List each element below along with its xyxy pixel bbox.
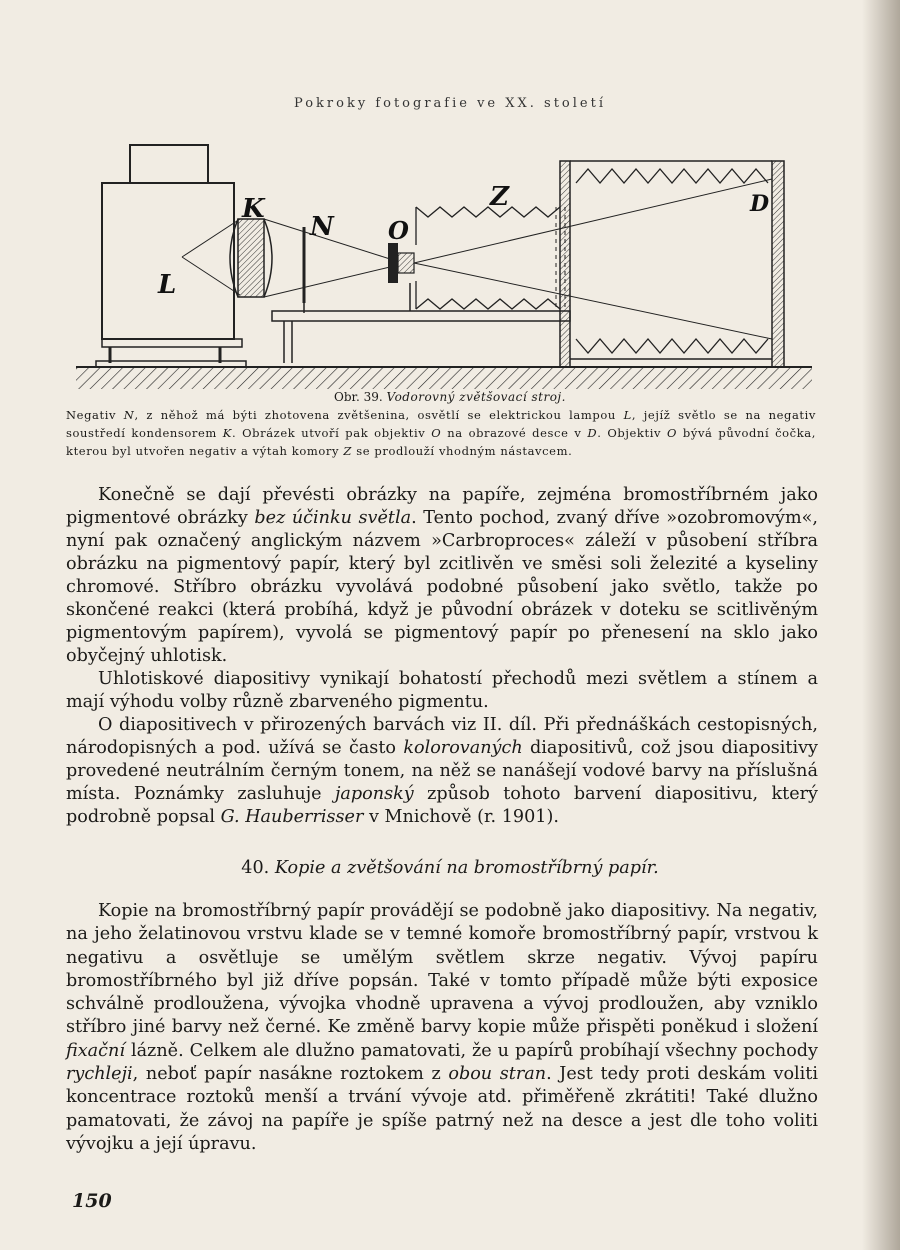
lamp-chimney [130, 145, 208, 183]
lamp-base [102, 339, 242, 347]
condenser-lens [238, 219, 264, 297]
figure-caption-text: Negativ N, z něhož má býti zhotovena zvětšenina, osvětlí se elektrickou lampou L, jejíž světlo se na negativ soustředí kondensorem K. Obrázek utvoří pak objektiv O na obrazové desce v D. Objektiv O bývá původní čočka, kterou byl utvořen negativ a výtah komory Z se prodlouží vhodným nástavcem. [66, 408, 817, 458]
label-Z: Z [490, 182, 509, 212]
objective-lens [398, 253, 414, 273]
figure-caption-title [0, 390, 900, 404]
section-number: 40. [241, 858, 270, 878]
enlarger-diagram [72, 135, 816, 395]
projection-ray [414, 263, 772, 339]
paragraph-carbro: Konečně se dají převésti obrázky na papíře, zejména bromostříbrném jako pigmentové obrázky bez účinku světla. Tento pochod, zvaný dříve »ozobromovým«, nyní pak označený anglickým názvem »Carbroproces« záleží v působení stříbra obrázku na pigmentový papír, který byl zcitlivěn ve směsi soli železité a kyseliny chromové. Stříbro obrázku vyvolává podobné působení jako světlo, takže po skončené reakci (která probíhá, když je původní obrázek v doteku se scitlivěným pigmentovým papírem), vyvolá se pigmentový papír po přenesení na sklo jako obyčejný uhlotisk. [66, 485, 818, 666]
label-N: N [310, 212, 334, 242]
paragraph-colored-slides: O diapositivech v přirozených barvách viz II. díl. Při přednáškách cestopisných, národopisných a pod. užívá se často kolorovaných diapositivů, což jsou diapositivy provedené neutrálním černým tonem, na něž se nanášejí vodové barvy na příslušná místa. Poznámky zasluhuje japonský způsob tohoto barvení diapositivu, který podrobně popsal G. Hauberrisser v Mnichově (r. 1901). [66, 715, 818, 827]
condenser-lens [264, 219, 272, 297]
bellows-extension [416, 299, 560, 309]
figure-number: Obr. 39. [334, 390, 383, 404]
section-title-text: Kopie a zvětšování na bromostříbrný papír. [274, 858, 659, 878]
paragraph-bromide-copies: Kopie na bromostříbrný papír provádějí se podobně jako diapositivy. Na negativ, na jeho želatinovou vrstvu klade se v temné komoře bromostříbrný papír, vrstvou k negativu a osvětluje se umělým světlem skrze negativ. Vývoj papíru bromostříbrného byl již dříve popsán. Také v tomto případě může býti exposice schválně prodloužena, vývojka vhodně upravena a vývoj prodloužen, aby vzniklo stříbro jiné barvy než černé. Ke změně barvy kopie může přispěti poněkud i složení fixační lázně. Celkem ale dlužno pamatovati, že u papírů probíhají všechny pochody rychleji, neboť papír nasákne roztokem z obou stran. Jest tedy proti deskám voliti koncentrace roztoků menší a trvání vývoje atd. přiměřeně zkrátiti! Také dlužno pamatovati, že závoj na papíře je spíše patrný než na desce a jest dle toho voliti vývojku a její úpravu. [66, 901, 818, 1154]
camera-box-back [772, 161, 784, 367]
objective-mount [388, 243, 398, 283]
light-ray [182, 219, 240, 257]
bellows-extension [416, 207, 560, 217]
label-D: D [750, 191, 770, 217]
page-edge-shadow [862, 0, 900, 1250]
page-number: 150 [72, 1190, 112, 1212]
body-text-lower [66, 900, 818, 1156]
label-O: O [388, 216, 409, 245]
optical-bench [272, 311, 570, 321]
figure-title: Vodorovný zvětšovací stroj. [386, 390, 566, 404]
body-text-upper [66, 484, 818, 829]
label-K: K [242, 194, 265, 224]
camera-bellows [576, 339, 768, 353]
paragraph-carbon-slides: Uhlotiskové diapositivy vynikají bohatostí přechodů mezi světlem a stínem a mají výhodu volby různě zbarveného pigmentu. [66, 669, 818, 712]
lamp-housing [102, 183, 234, 339]
running-head: Pokroky fotografie ve XX. století [294, 96, 606, 111]
ground-hatching [76, 367, 812, 389]
section-heading [0, 858, 900, 878]
projection-ray [414, 179, 772, 263]
light-ray [264, 267, 390, 297]
label-L: L [158, 270, 177, 300]
camera-bellows [576, 169, 768, 183]
